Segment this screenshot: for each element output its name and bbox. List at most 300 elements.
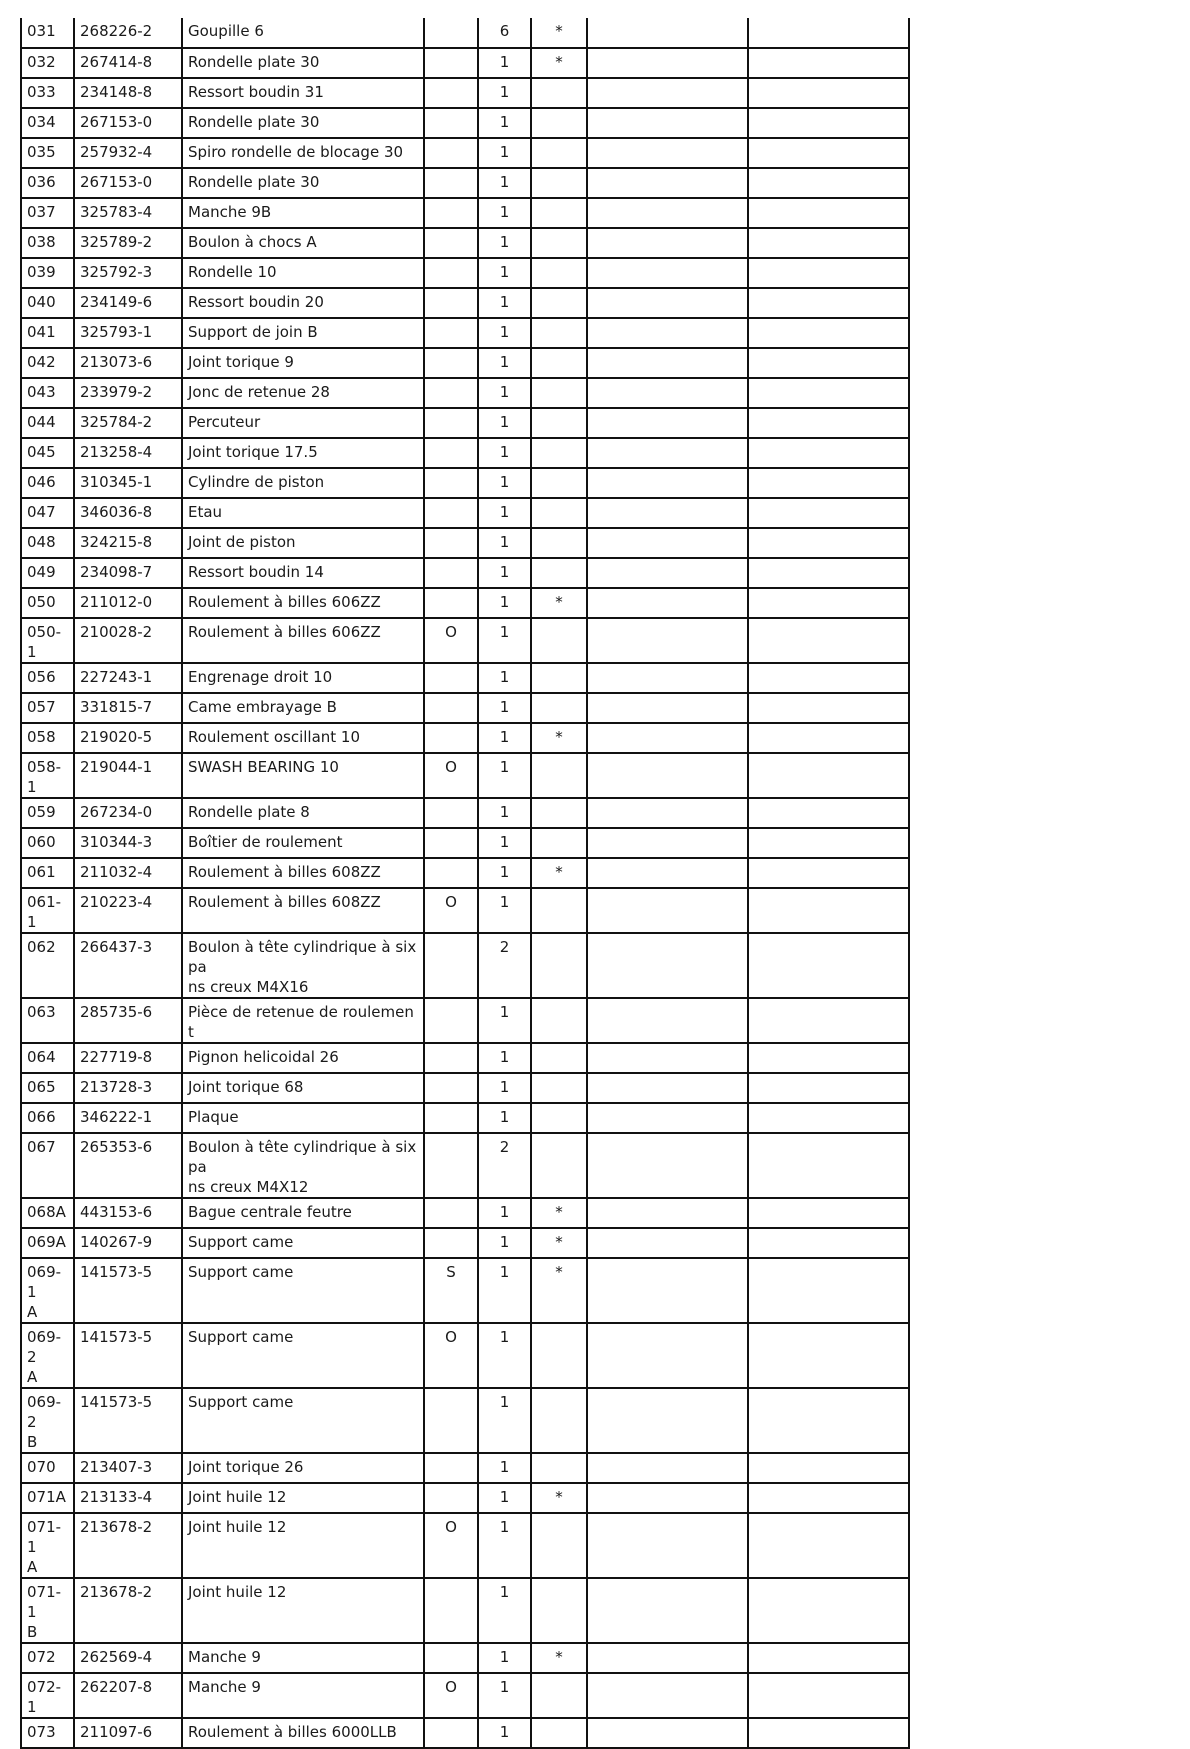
blank-cell — [748, 1258, 909, 1323]
quantity-cell: 2 — [478, 933, 531, 998]
blank-cell — [587, 798, 748, 828]
table-row — [21, 1323, 909, 1388]
asterisk-cell — [531, 558, 587, 588]
description-cell: SWASH BEARING 10 — [182, 753, 424, 798]
marker-cell — [424, 1483, 478, 1513]
asterisk-cell: * — [531, 1643, 587, 1673]
asterisk-cell — [531, 888, 587, 933]
blank-cell — [748, 48, 909, 78]
part-number-cell: 141573-5 — [74, 1323, 182, 1388]
marker-cell — [424, 1453, 478, 1483]
blank-cell — [587, 528, 748, 558]
marker-cell — [424, 228, 478, 258]
item-number-cell: 048 — [21, 528, 74, 558]
quantity-cell: 1 — [478, 408, 531, 438]
blank-cell — [587, 138, 748, 168]
asterisk-cell — [531, 1073, 587, 1103]
part-number-cell: 325789-2 — [74, 228, 182, 258]
description-cell: Jonc de retenue 28 — [182, 378, 424, 408]
part-number-cell: 268226-2 — [74, 18, 182, 48]
table-row — [21, 378, 909, 408]
quantity-cell: 2 — [478, 1133, 531, 1198]
item-number-cell: 044 — [21, 408, 74, 438]
table-row — [21, 48, 909, 78]
quantity-cell: 1 — [478, 468, 531, 498]
part-number-cell: 265353-6 — [74, 1133, 182, 1198]
description-cell: Roulement à billes 6000LLB — [182, 1718, 424, 1748]
marker-cell — [424, 1388, 478, 1453]
table-row — [21, 228, 909, 258]
blank-cell — [748, 1103, 909, 1133]
quantity-cell: 1 — [478, 858, 531, 888]
quantity-cell: 1 — [478, 1073, 531, 1103]
blank-cell — [587, 723, 748, 753]
marker-cell — [424, 18, 478, 48]
table-row — [21, 618, 909, 663]
asterisk-cell — [531, 1043, 587, 1073]
quantity-cell: 1 — [478, 1513, 531, 1578]
blank-cell — [748, 1578, 909, 1643]
asterisk-cell — [531, 1673, 587, 1718]
part-number-cell: 211097-6 — [74, 1718, 182, 1748]
blank-cell — [587, 438, 748, 468]
description-cell: Ressort boudin 31 — [182, 78, 424, 108]
asterisk-cell — [531, 138, 587, 168]
quantity-cell: 1 — [478, 498, 531, 528]
marker-cell — [424, 438, 478, 468]
table-row — [21, 1643, 909, 1673]
description-cell: Bague centrale feutre — [182, 1198, 424, 1228]
blank-cell — [748, 1043, 909, 1073]
marker-cell — [424, 1043, 478, 1073]
blank-cell — [587, 168, 748, 198]
description-cell: Joint torique 68 — [182, 1073, 424, 1103]
marker-cell — [424, 933, 478, 998]
item-number-cell: 036 — [21, 168, 74, 198]
description-cell: Joint torique 26 — [182, 1453, 424, 1483]
item-number-cell: 061 — [21, 858, 74, 888]
table-row — [21, 1228, 909, 1258]
quantity-cell: 1 — [478, 753, 531, 798]
item-number-cell: 072-1 — [21, 1673, 74, 1718]
marker-cell — [424, 798, 478, 828]
blank-cell — [748, 1388, 909, 1453]
table-row — [21, 318, 909, 348]
item-number-cell: 033 — [21, 78, 74, 108]
quantity-cell: 1 — [478, 318, 531, 348]
blank-cell — [587, 1133, 748, 1198]
description-cell: Joint huile 12 — [182, 1578, 424, 1643]
blank-cell — [748, 1228, 909, 1258]
table-row — [21, 198, 909, 228]
table-row — [21, 1388, 909, 1453]
part-number-cell: 285735-6 — [74, 998, 182, 1043]
part-number-cell: 262569-4 — [74, 1643, 182, 1673]
item-number-cell: 050 — [21, 588, 74, 618]
part-number-cell: 325784-2 — [74, 408, 182, 438]
description-cell: Cylindre de piston — [182, 468, 424, 498]
item-number-cell: 043 — [21, 378, 74, 408]
asterisk-cell — [531, 1133, 587, 1198]
part-number-cell: 310345-1 — [74, 468, 182, 498]
item-number-cell: 040 — [21, 288, 74, 318]
description-cell: Percuteur — [182, 408, 424, 438]
part-number-cell: 325792-3 — [74, 258, 182, 288]
blank-cell — [587, 998, 748, 1043]
item-number-cell: 068A — [21, 1198, 74, 1228]
table-row — [21, 1258, 909, 1323]
asterisk-cell: * — [531, 1258, 587, 1323]
description-cell: Rondelle plate 30 — [182, 48, 424, 78]
asterisk-cell — [531, 753, 587, 798]
blank-cell — [587, 1673, 748, 1718]
asterisk-cell: * — [531, 1198, 587, 1228]
blank-cell — [748, 228, 909, 258]
blank-cell — [748, 258, 909, 288]
quantity-cell: 1 — [478, 828, 531, 858]
blank-cell — [587, 558, 748, 588]
part-number-cell: 346036-8 — [74, 498, 182, 528]
part-number-cell: 267234-0 — [74, 798, 182, 828]
description-cell: Boulon à tête cylindrique à six pa ns creux M4X16 — [182, 933, 424, 998]
item-number-cell: 070 — [21, 1453, 74, 1483]
quantity-cell: 1 — [478, 1643, 531, 1673]
table-row — [21, 1133, 909, 1198]
blank-cell — [748, 408, 909, 438]
quantity-cell: 1 — [478, 108, 531, 138]
asterisk-cell — [531, 528, 587, 558]
marker-cell — [424, 378, 478, 408]
quantity-cell: 1 — [478, 1228, 531, 1258]
description-cell: Support came — [182, 1388, 424, 1453]
item-number-cell: 037 — [21, 198, 74, 228]
blank-cell — [587, 753, 748, 798]
part-number-cell: 257932-4 — [74, 138, 182, 168]
part-number-cell: 213678-2 — [74, 1578, 182, 1643]
blank-cell — [748, 1513, 909, 1578]
part-number-cell: 211032-4 — [74, 858, 182, 888]
part-number-cell: 140267-9 — [74, 1228, 182, 1258]
item-number-cell: 032 — [21, 48, 74, 78]
marker-cell: S — [424, 1258, 478, 1323]
description-cell: Manche 9 — [182, 1673, 424, 1718]
part-number-cell: 213678-2 — [74, 1513, 182, 1578]
part-number-cell: 310344-3 — [74, 828, 182, 858]
description-cell: Support de join B — [182, 318, 424, 348]
quantity-cell: 1 — [478, 663, 531, 693]
quantity-cell: 1 — [478, 438, 531, 468]
table-row — [21, 753, 909, 798]
parts-table-body — [21, 18, 909, 1748]
table-row — [21, 168, 909, 198]
table-row — [21, 108, 909, 138]
description-cell: Ressort boudin 20 — [182, 288, 424, 318]
blank-cell — [748, 1718, 909, 1748]
blank-cell — [587, 198, 748, 228]
part-number-cell: 234149-6 — [74, 288, 182, 318]
quantity-cell: 1 — [478, 348, 531, 378]
description-cell: Goupille 6 — [182, 18, 424, 48]
table-row — [21, 258, 909, 288]
blank-cell — [748, 198, 909, 228]
blank-cell — [748, 1133, 909, 1198]
table-row — [21, 828, 909, 858]
marker-cell — [424, 138, 478, 168]
asterisk-cell: * — [531, 723, 587, 753]
table-row — [21, 348, 909, 378]
blank-cell — [748, 1453, 909, 1483]
item-number-cell: 058 — [21, 723, 74, 753]
blank-cell — [587, 1258, 748, 1323]
quantity-cell: 1 — [478, 588, 531, 618]
marker-cell: O — [424, 1323, 478, 1388]
table-row — [21, 1513, 909, 1578]
asterisk-cell — [531, 408, 587, 438]
table-row — [21, 1483, 909, 1513]
blank-cell — [587, 1228, 748, 1258]
marker-cell — [424, 998, 478, 1043]
table-row — [21, 693, 909, 723]
description-cell: Joint torique 17.5 — [182, 438, 424, 468]
part-number-cell: 262207-8 — [74, 1673, 182, 1718]
quantity-cell: 1 — [478, 1043, 531, 1073]
part-number-cell: 213073-6 — [74, 348, 182, 378]
blank-cell — [587, 378, 748, 408]
blank-cell — [587, 48, 748, 78]
marker-cell — [424, 408, 478, 438]
item-number-cell: 061-1 — [21, 888, 74, 933]
description-cell: Joint huile 12 — [182, 1513, 424, 1578]
quantity-cell: 1 — [478, 138, 531, 168]
blank-cell — [748, 663, 909, 693]
marker-cell — [424, 858, 478, 888]
part-number-cell: 213133-4 — [74, 1483, 182, 1513]
marker-cell — [424, 468, 478, 498]
blank-cell — [748, 998, 909, 1043]
blank-cell — [587, 1323, 748, 1388]
marker-cell: O — [424, 753, 478, 798]
asterisk-cell — [531, 1513, 587, 1578]
description-cell: Manche 9B — [182, 198, 424, 228]
table-row — [21, 498, 909, 528]
marker-cell — [424, 693, 478, 723]
item-number-cell: 069-2 A — [21, 1323, 74, 1388]
part-number-cell: 266437-3 — [74, 933, 182, 998]
description-cell: Spiro rondelle de blocage 30 — [182, 138, 424, 168]
item-number-cell: 046 — [21, 468, 74, 498]
blank-cell — [587, 1198, 748, 1228]
blank-cell — [748, 318, 909, 348]
blank-cell — [748, 1483, 909, 1513]
table-row — [21, 528, 909, 558]
description-cell: Pignon helicoidal 26 — [182, 1043, 424, 1073]
part-number-cell: 213258-4 — [74, 438, 182, 468]
asterisk-cell — [531, 1388, 587, 1453]
table-row — [21, 18, 909, 48]
blank-cell — [587, 1453, 748, 1483]
item-number-cell: 056 — [21, 663, 74, 693]
description-cell: Rondelle plate 30 — [182, 108, 424, 138]
item-number-cell: 039 — [21, 258, 74, 288]
marker-cell — [424, 1073, 478, 1103]
table-row — [21, 1718, 909, 1748]
parts-table — [20, 18, 910, 1749]
blank-cell — [587, 468, 748, 498]
asterisk-cell — [531, 998, 587, 1043]
blank-cell — [748, 828, 909, 858]
table-row — [21, 1673, 909, 1718]
blank-cell — [587, 1513, 748, 1578]
item-number-cell: 072 — [21, 1643, 74, 1673]
description-cell: Support came — [182, 1228, 424, 1258]
asterisk-cell — [531, 828, 587, 858]
description-cell: Support came — [182, 1323, 424, 1388]
blank-cell — [748, 1323, 909, 1388]
table-row — [21, 723, 909, 753]
parts-list-sheet — [20, 18, 910, 1749]
item-number-cell: 069-2 B — [21, 1388, 74, 1453]
item-number-cell: 050-1 — [21, 618, 74, 663]
quantity-cell: 1 — [478, 48, 531, 78]
part-number-cell: 331815-7 — [74, 693, 182, 723]
part-number-cell: 213407-3 — [74, 1453, 182, 1483]
quantity-cell: 1 — [478, 228, 531, 258]
quantity-cell: 6 — [478, 18, 531, 48]
blank-cell — [748, 858, 909, 888]
part-number-cell: 325783-4 — [74, 198, 182, 228]
item-number-cell: 045 — [21, 438, 74, 468]
item-number-cell: 069-1 A — [21, 1258, 74, 1323]
item-number-cell: 035 — [21, 138, 74, 168]
blank-cell — [748, 168, 909, 198]
item-number-cell: 073 — [21, 1718, 74, 1748]
description-cell: Roulement à billes 606ZZ — [182, 618, 424, 663]
part-number-cell: 325793-1 — [74, 318, 182, 348]
marker-cell — [424, 168, 478, 198]
quantity-cell: 1 — [478, 1388, 531, 1453]
table-row — [21, 933, 909, 998]
part-number-cell: 213728-3 — [74, 1073, 182, 1103]
asterisk-cell — [531, 258, 587, 288]
quantity-cell: 1 — [478, 1198, 531, 1228]
blank-cell — [587, 1578, 748, 1643]
marker-cell — [424, 558, 478, 588]
marker-cell — [424, 1198, 478, 1228]
asterisk-cell: * — [531, 588, 587, 618]
marker-cell — [424, 288, 478, 318]
blank-cell — [587, 663, 748, 693]
asterisk-cell — [531, 1718, 587, 1748]
marker-cell — [424, 723, 478, 753]
description-cell: Roulement à billes 608ZZ — [182, 858, 424, 888]
blank-cell — [587, 693, 748, 723]
marker-cell — [424, 78, 478, 108]
blank-cell — [587, 858, 748, 888]
description-cell: Rondelle 10 — [182, 258, 424, 288]
item-number-cell: 057 — [21, 693, 74, 723]
table-row — [21, 1198, 909, 1228]
description-cell: Engrenage droit 10 — [182, 663, 424, 693]
item-number-cell: 031 — [21, 18, 74, 48]
blank-cell — [587, 18, 748, 48]
blank-cell — [748, 348, 909, 378]
blank-cell — [748, 138, 909, 168]
item-number-cell: 034 — [21, 108, 74, 138]
blank-cell — [748, 78, 909, 108]
marker-cell — [424, 1133, 478, 1198]
marker-cell — [424, 588, 478, 618]
blank-cell — [587, 1388, 748, 1453]
table-row — [21, 288, 909, 318]
asterisk-cell — [531, 663, 587, 693]
marker-cell — [424, 663, 478, 693]
quantity-cell: 1 — [478, 1673, 531, 1718]
item-number-cell: 069A — [21, 1228, 74, 1258]
description-cell: Boulon à tête cylindrique à six pa ns creux M4X12 — [182, 1133, 424, 1198]
table-row — [21, 888, 909, 933]
blank-cell — [587, 1043, 748, 1073]
description-cell: Ressort boudin 14 — [182, 558, 424, 588]
blank-cell — [587, 78, 748, 108]
table-row — [21, 138, 909, 168]
part-number-cell: 211012-0 — [74, 588, 182, 618]
asterisk-cell: * — [531, 858, 587, 888]
description-cell: Plaque — [182, 1103, 424, 1133]
marker-cell: O — [424, 1673, 478, 1718]
asterisk-cell — [531, 108, 587, 138]
table-row — [21, 798, 909, 828]
marker-cell — [424, 48, 478, 78]
table-row — [21, 468, 909, 498]
part-number-cell: 267153-0 — [74, 108, 182, 138]
marker-cell: O — [424, 888, 478, 933]
part-number-cell: 210223-4 — [74, 888, 182, 933]
blank-cell — [587, 348, 748, 378]
blank-cell — [748, 558, 909, 588]
item-number-cell: 071A — [21, 1483, 74, 1513]
asterisk-cell — [531, 168, 587, 198]
marker-cell — [424, 108, 478, 138]
description-cell: Rondelle plate 30 — [182, 168, 424, 198]
asterisk-cell — [531, 288, 587, 318]
part-number-cell: 227243-1 — [74, 663, 182, 693]
blank-cell — [748, 18, 909, 48]
blank-cell — [748, 288, 909, 318]
item-number-cell: 066 — [21, 1103, 74, 1133]
description-cell: Roulement à billes 608ZZ — [182, 888, 424, 933]
description-cell: Came embrayage B — [182, 693, 424, 723]
item-number-cell: 065 — [21, 1073, 74, 1103]
asterisk-cell — [531, 1578, 587, 1643]
blank-cell — [587, 933, 748, 998]
asterisk-cell — [531, 1103, 587, 1133]
table-row — [21, 663, 909, 693]
quantity-cell: 1 — [478, 798, 531, 828]
table-row — [21, 998, 909, 1043]
marker-cell — [424, 528, 478, 558]
asterisk-cell — [531, 348, 587, 378]
blank-cell — [748, 378, 909, 408]
blank-cell — [748, 753, 909, 798]
part-number-cell: 267153-0 — [74, 168, 182, 198]
blank-cell — [587, 288, 748, 318]
item-number-cell: 038 — [21, 228, 74, 258]
blank-cell — [748, 1673, 909, 1718]
table-row — [21, 1103, 909, 1133]
quantity-cell: 1 — [478, 1483, 531, 1513]
blank-cell — [748, 888, 909, 933]
description-cell: Boîtier de roulement — [182, 828, 424, 858]
